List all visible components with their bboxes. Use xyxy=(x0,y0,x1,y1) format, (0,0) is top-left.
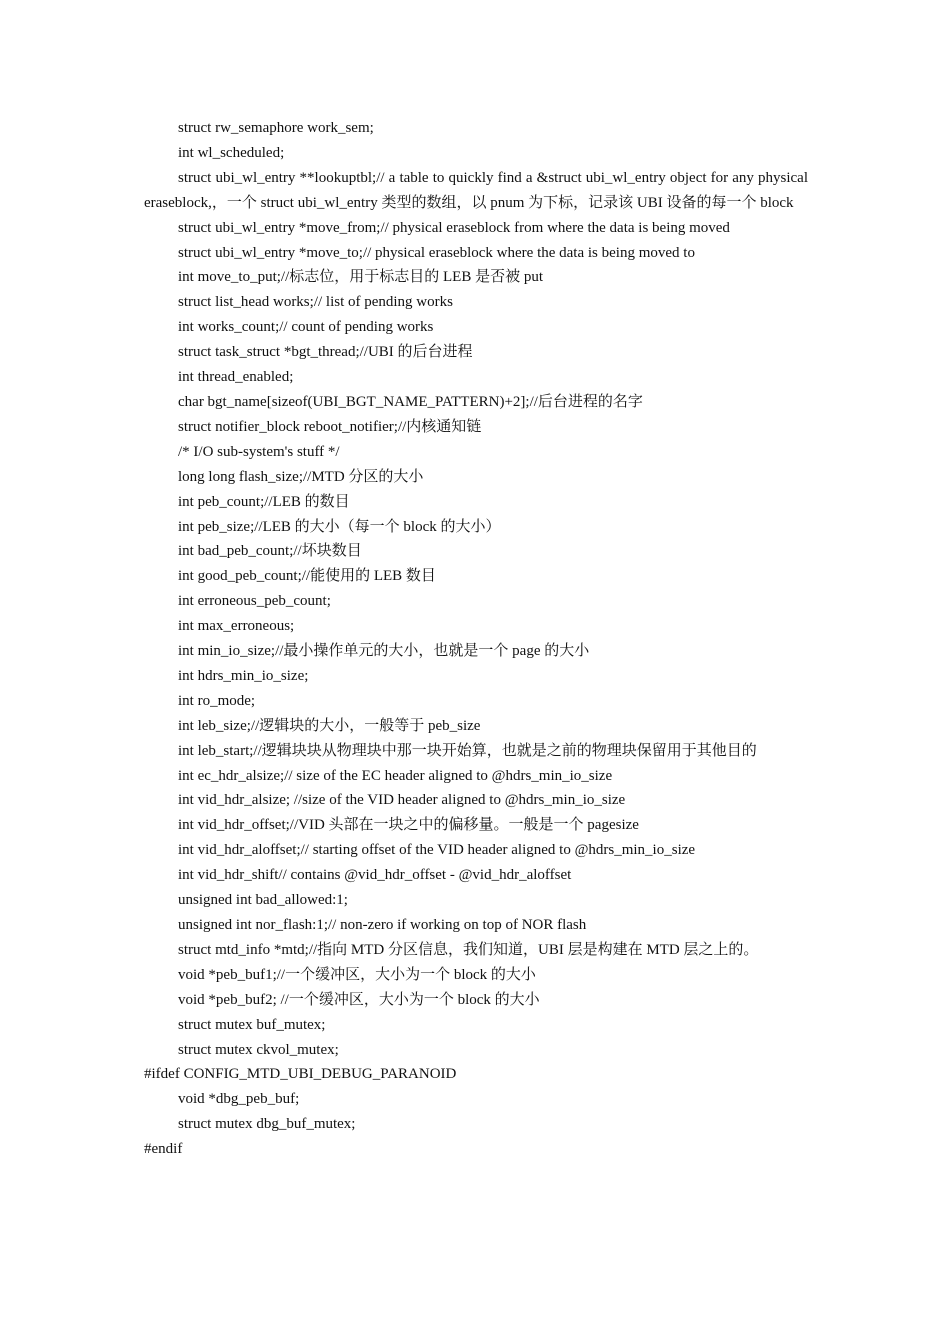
code-line: int erroneous_peb_count; xyxy=(178,593,331,610)
code-line: struct mtd_info *mtd;//指向 MTD 分区信息，我们知道，UBI 层是构建在 MTD 层之上的。 xyxy=(178,941,759,958)
code-line: void *dbg_peb_buf; xyxy=(178,1091,300,1108)
code-line: int max_erroneous; xyxy=(178,618,295,635)
code-line: unsigned int bad_allowed:1; xyxy=(178,892,348,909)
code-line: char bgt_name[sizeof(UBI_BGT_NAME_PATTERN)+2];//后台进程的名字 xyxy=(178,393,643,410)
code-line: int wl_scheduled; xyxy=(178,144,285,161)
code-line: #endif xyxy=(144,1141,183,1158)
code-line: struct notifier_block reboot_notifier;//内核通知链 xyxy=(178,418,482,435)
code-line: struct mutex ckvol_mutex; xyxy=(178,1041,339,1058)
code-line: int leb_size;//逻辑块的大小，一般等于 peb_size xyxy=(178,717,481,734)
code-line: int vid_hdr_aloffset;// starting offset of the VID header aligned to @hdrs_min_io_size xyxy=(178,842,696,859)
code-listing xyxy=(144,116,808,1162)
code-line: int hdrs_min_io_size; xyxy=(178,667,309,684)
code-line: struct mutex buf_mutex; xyxy=(178,1016,326,1033)
code-line: int vid_hdr_alsize; //size of the VID header aligned to @hdrs_min_io_size xyxy=(178,792,626,809)
code-line: int min_io_size;//最小操作单元的大小，也就是一个 page 的大小 xyxy=(178,643,590,660)
code-line: int bad_peb_count;//坏块数目 xyxy=(178,543,362,560)
code-line: int vid_hdr_shift// contains @vid_hdr_offset - @vid_hdr_aloffset xyxy=(178,867,572,884)
code-line: int good_peb_count;//能使用的 LEB 数目 xyxy=(178,568,436,585)
code-line: void *peb_buf1;//一个缓冲区，大小为一个 block 的大小 xyxy=(178,966,536,983)
code-line: struct task_struct *bgt_thread;//UBI 的后台进程 xyxy=(178,344,473,361)
code-line: void *peb_buf2; //一个缓冲区，大小为一个 block 的大小 xyxy=(178,991,540,1008)
code-line: /* I/O sub-system's stuff */ xyxy=(178,443,340,460)
code-line: unsigned int nor_flash:1;// non-zero if working on top of NOR flash xyxy=(178,917,587,933)
code-line: struct ubi_wl_entry **lookuptbl;// a table to quickly find a &struct ubi_wl_entry object for any physical eraseblock,，一个 struct ubi_wl_entry 类型的数组，以 pnum 为下标，记录该 UBI 设备的每一个 block xyxy=(144,169,808,211)
code-line: int peb_count;//LEB 的数目 xyxy=(178,493,350,510)
code-line: struct rw_semaphore work_sem; xyxy=(178,120,374,136)
code-line: struct ubi_wl_entry *move_to;// physical eraseblock where the data is being moved to xyxy=(178,244,695,261)
code-line: struct ubi_wl_entry *move_from;// physical eraseblock from where the data is being moved xyxy=(178,219,730,236)
code-line: struct mutex dbg_buf_mutex; xyxy=(178,1116,356,1133)
code-line: int leb_start;//逻辑块块从物理块中那一块开始算，也就是之前的物理块保留用于其他目的 xyxy=(178,742,757,759)
code-line: int move_to_put;//标志位，用于标志目的 LEB 是否被 put xyxy=(178,269,543,286)
code-line: int peb_size;//LEB 的大小（每一个 block 的大小） xyxy=(178,518,501,535)
code-line: struct list_head works;// list of pending works xyxy=(178,294,453,311)
code-line: #ifdef CONFIG_MTD_UBI_DEBUG_PARANOID xyxy=(144,1066,457,1083)
code-line: int vid_hdr_offset;//VID 头部在一块之中的偏移量。一般是一个 pagesize xyxy=(178,817,639,834)
code-line: int thread_enabled; xyxy=(178,369,294,386)
code-line: int ec_hdr_alsize;// size of the EC header aligned to @hdrs_min_io_size xyxy=(178,767,613,784)
code-line: int ro_mode; xyxy=(178,692,256,709)
code-line: long long flash_size;//MTD 分区的大小 xyxy=(178,468,424,485)
code-line: int works_count;// count of pending works xyxy=(178,319,434,336)
